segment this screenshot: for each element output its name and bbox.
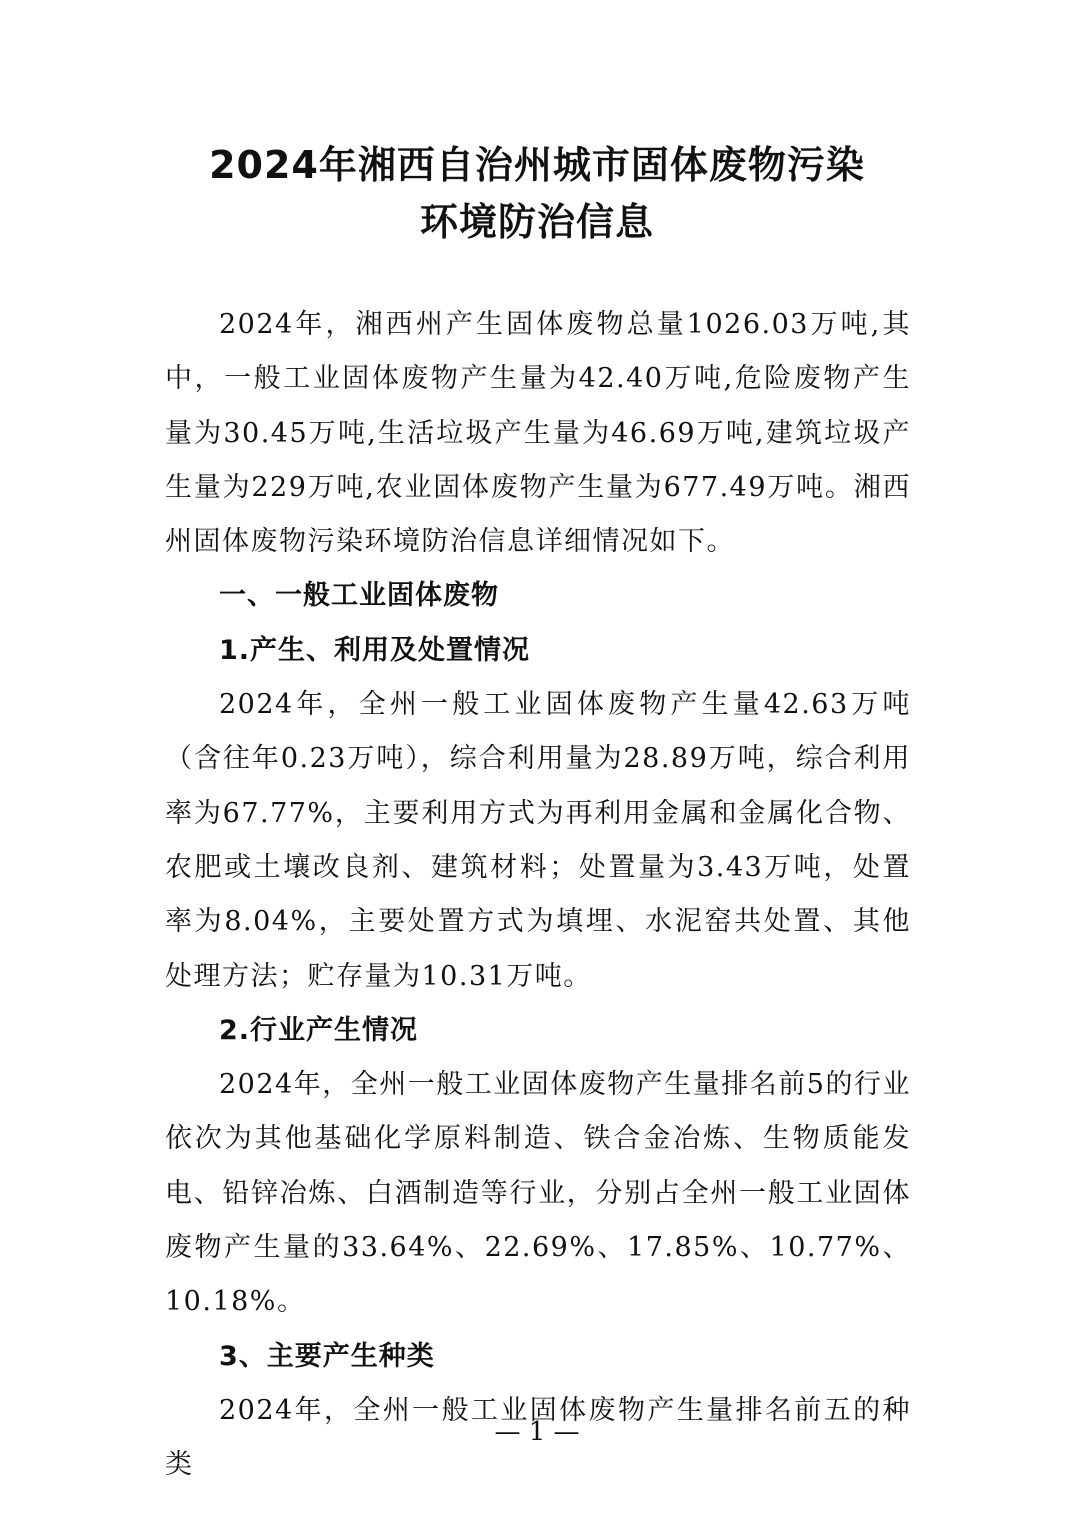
subsection-1-heading: 1.产生、利用及处置情况 — [219, 634, 531, 666]
document-body — [165, 298, 911, 1493]
intro-paragraph: 2024年，湘西州产生固体废物总量1026.03万吨,其中，一般工业固体废物产生量为42.40万吨,危险废物产生量为30.45万吨,生活垃圾产生量为46.69万吨,建筑垃圾产生量为229万吨,农业固体废物产生量为677.49万吨。湘西州固体废物污染环境防治信息详细情况如下。 — [165, 309, 911, 558]
document-title — [0, 137, 1074, 251]
subsection-2-paragraph: 2024年，全州一般工业固体废物产生量排名前5的行业依次为其他基础化学原料制造、铁合金冶炼、生物质能发电、铅锌冶炼、白酒制造等行业，分别占全州一般工业固体废物产生量的33.64%、22.69%、17.85%、10.77%、10.18%。 — [165, 1069, 911, 1318]
page-number: — 1 — — [494, 1417, 580, 1447]
section-1-heading: 一、一般工业固体废物 — [219, 580, 499, 612]
subsection-3-paragraph: 2024年，全州一般工业固体废物产生量排名前五的种类 — [165, 1394, 911, 1481]
title-line-1: 2024年湘西自治州城市固体废物污染 — [209, 143, 865, 187]
subsection-1-paragraph: 2024年，全州一般工业固体废物产生量42.63万吨（含往年0.23万吨），综合利用量为28.89万吨，综合利用率为67.77%，主要利用方式为再利用金属和金属化合物、农肥或土壤改良剂、建筑材料；处置量为3.43万吨，处置率为8.04%，主要处置方式为填埋、水泥窑共处置、其他处理方法；贮存量为10.31万吨。 — [165, 689, 911, 992]
title-line-2: 环境防治信息 — [419, 200, 654, 244]
subsection-3-heading: 3、主要产生种类 — [219, 1340, 435, 1372]
subsection-2-heading: 2.行业产生情况 — [219, 1014, 419, 1046]
